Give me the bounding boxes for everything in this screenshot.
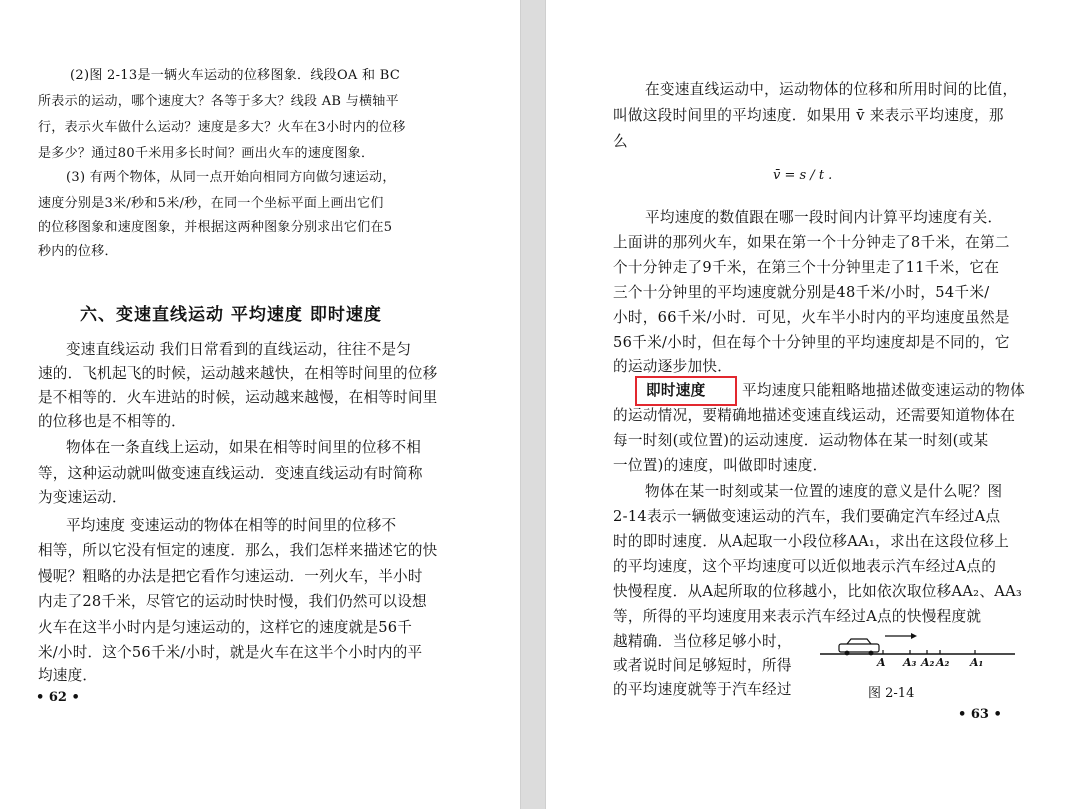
point-label-a: A	[877, 656, 886, 669]
exercise-line: 的位移图象和速度图象，并根据这两种图象分别求出它们在5	[38, 220, 393, 235]
body-line: 时的即时速度．从A起取一小段位移AA₁，求出在这段位移上	[613, 533, 1010, 550]
boxed-term-instantaneous-velocity: 即时速度	[646, 382, 706, 399]
body-line: 均速度．	[38, 667, 98, 684]
body-line: 内走了28千米，尽管它的运动时快时慢，我们仍然可以设想	[38, 593, 427, 610]
body-line: 米/小时．这个56千米/小时，就是火车在这半个小时内的平	[38, 644, 423, 661]
body-line: 上面讲的那列火车，如果在第一个十分钟走了8千米，在第二	[613, 234, 1010, 251]
exercise-line: (2)图 2-13是一辆火车运动的位移图象．线段OA 和 BC	[70, 68, 401, 83]
body-line: 的运动情况，要精确地描述变速直线运动，还需要知道物体在	[613, 407, 1016, 424]
page-number: • 63 •	[958, 707, 1002, 722]
body-line: 变速直线运动 我们日常看到的直线运动，往往不是匀	[66, 341, 412, 358]
body-line: 物体在一条直线上运动，如果在相等时间里的位移不相	[66, 439, 422, 456]
body-line: 速的．飞机起飞的时候，运动越来越快，在相等时间里的位移	[38, 365, 438, 382]
body-line: 的平均速度就等于汽车经过	[613, 681, 792, 698]
point-label-a1: A₁	[970, 656, 984, 669]
body-line: 每一时刻(或位置)的运动速度．运动物体在某一时刻(或某	[613, 432, 989, 449]
body-line: 越精确．当位移足够小时，	[613, 633, 792, 650]
arrow-icon	[885, 633, 917, 639]
exercise-line: (3) 有两个物体，从同一点开始向相同方向做匀速运动，	[66, 170, 396, 185]
body-line: 的运动逐步加快．	[613, 358, 733, 375]
body-line: 等，所得的平均速度用来表示汽车经过A点的快慢程度就	[613, 608, 982, 625]
exercise-line: 行，表示火车做什么运动？速度是多大？火车在3小时内的位移	[38, 120, 406, 135]
body-line: 或者说时间足够短时，所得	[613, 657, 792, 674]
body-line: 火车在这半小时内是匀速运动的，这样它的速度就是56千	[38, 619, 413, 636]
body-line: 叫做这段时间里的平均速度．如果用 v̄ 来表示平均速度，那	[613, 107, 1004, 124]
body-line: 的位移也是不相等的．	[38, 413, 186, 430]
body-line: 平均速度只能粗略地描述做变速运动的物体	[742, 382, 1025, 399]
body-line: 2-14表示一辆做变速运动的汽车，我们要确定汽车经过A点	[613, 508, 1001, 525]
figure-2-14-diagram	[815, 632, 1025, 672]
point-label-a2b: A₂	[936, 656, 950, 669]
body-line: 56千米/小时，但在每个十分钟里的平均速度却是不同的，它	[613, 334, 1010, 351]
body-line: 三个十分钟里的平均速度就分别是48千米/小时，54千米/	[613, 284, 990, 301]
body-line: 是不相等的．火车进站的时候，运动越来越慢，在相等时间里	[38, 389, 438, 406]
body-line: 在变速直线运动中，运动物体的位移和所用时间的比值，	[645, 81, 1018, 98]
page-gutter	[520, 0, 546, 809]
body-line: 么	[613, 133, 628, 150]
body-line: 相等，所以它没有恒定的速度．那么，我们怎样来描述它的快	[38, 542, 438, 559]
car-displacement-figure	[815, 632, 1025, 676]
body-line: 慢呢？粗略的办法是把它看作匀速运动．一列火车，半小时	[38, 568, 423, 585]
body-line: 物体在某一时刻或某一位置的速度的意义是什么呢？图	[645, 483, 1003, 500]
body-line: 快慢程度．从A起所取的位移越小，比如依次取位移AA₂、AA₃	[613, 583, 1023, 600]
average-velocity-formula: v̄ = s / t .	[773, 168, 833, 183]
body-line: 小时，66千米/小时．可见，火车半小时内的平均速度虽然是	[613, 309, 1010, 326]
exercise-line: 秒内的位移．	[38, 244, 118, 259]
point-label-a3: A₃	[903, 656, 917, 669]
page-number: • 62 •	[36, 690, 80, 705]
car-icon	[839, 639, 879, 655]
left-page	[0, 0, 520, 809]
body-line: 等，这种运动就叫做变速直线运动．变速直线运动有时简称	[38, 465, 423, 482]
body-line: 为变速运动．	[38, 489, 127, 506]
point-label-a2a: A₂	[921, 656, 935, 669]
figure-caption: 图 2-14	[868, 686, 915, 701]
exercise-line: 速度分别是3米/秒和5米/秒，在同一个坐标平面上画出它们	[38, 196, 384, 211]
body-line: 一位置)的速度，叫做即时速度．	[613, 457, 828, 474]
body-line: 平均速度 变速运动的物体在相等的时间里的位移不	[66, 517, 397, 534]
body-line: 的平均速度，这个平均速度可以近似地表示汽车经过A点的	[613, 558, 997, 575]
section-heading: 六、变速直线运动 平均速度 即时速度	[80, 305, 382, 325]
body-line: 个十分钟走了9千米，在第三个十分钟里走了11千米，它在	[613, 259, 1000, 276]
exercise-line: 所表示的运动，哪个速度大？各等于多大？线段 AB 与横轴平	[38, 94, 399, 109]
exercise-line: 是多少？通过80千米用多长时间？画出火车的速度图象．	[38, 146, 375, 161]
body-line: 平均速度的数值跟在哪一段时间内计算平均速度有关．	[645, 209, 1003, 226]
